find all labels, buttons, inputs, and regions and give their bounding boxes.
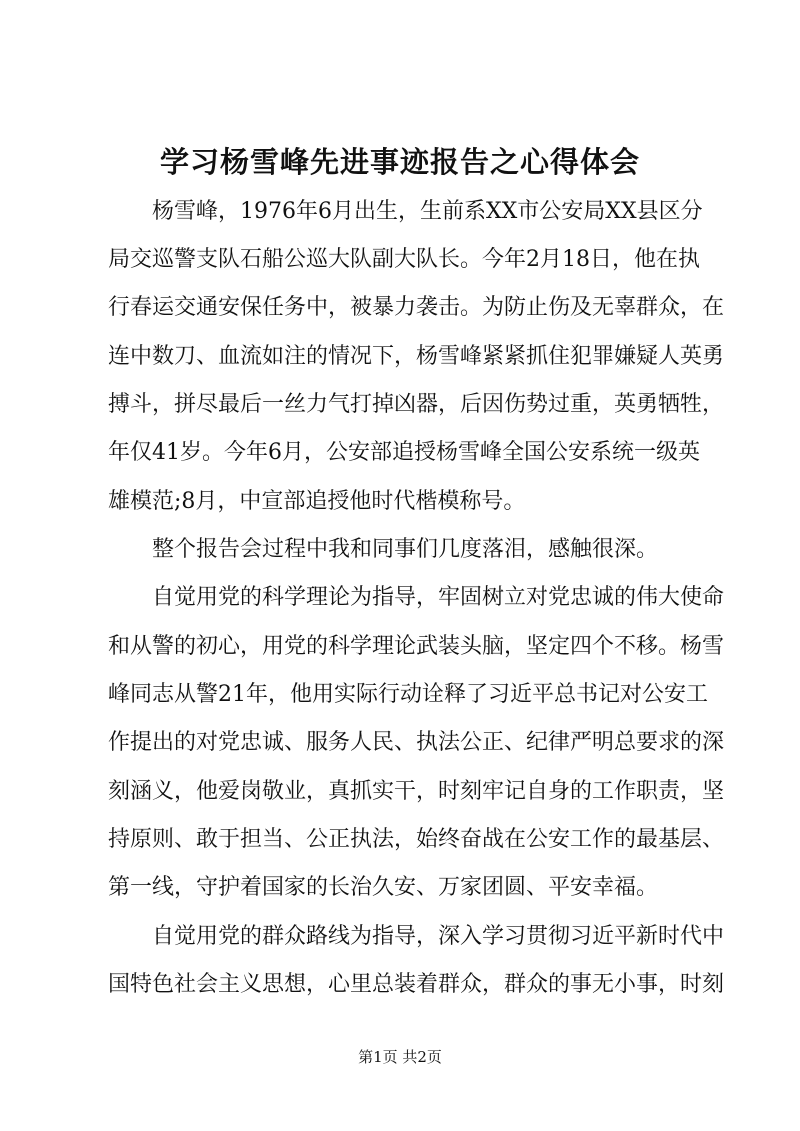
paragraph-3-line-4: 作提出的对党忠诚、服务人民、执法公正、纪律严明总要求的深 (108, 730, 725, 755)
paragraph-3-line-5: 刻涵义，他爱岗敬业，真抓实干，时刻牢记自身的工作职责，坚 (108, 779, 725, 804)
paragraph-1-line-7: 雄模范;8月，中宣部追授他时代楷模称号。 (108, 489, 526, 514)
paragraph-1-line-3: 行春运交通安保任务中，被暴力袭击。为防止伤及无辜群众，在 (108, 295, 725, 320)
paragraph-2-line-1: 整个报告会过程中我和同事们几度落泪，感触很深。 (152, 537, 659, 562)
paragraph-1-line-5: 搏斗，拼尽最后一丝力气打掉凶器，后因伤势过重，英勇牺牲， (108, 392, 725, 417)
paragraph-1-line-4: 连中数刀、血流如注的情况下，杨雪峰紧紧抓住犯罪嫌疑人英勇 (108, 344, 725, 369)
paragraph-3-line-2: 和从警的初心，用党的科学理论武装头脑，坚定四个不移。杨雪 (108, 634, 725, 659)
paragraph-3-line-7: 第一线，守护着国家的长治久安、万家团圆、平安幸福。 (108, 875, 659, 900)
paragraph-1-line-2: 局交巡警支队石船公巡大队副大队长。今年2月18日，他在执 (108, 247, 700, 272)
paragraph-4-line-2: 国特色社会主义思想，心里总装着群众，群众的事无小事，时刻 (108, 972, 725, 997)
paragraph-1-line-1: 杨雪峰，1976年6月出生，生前系XX市公安局XX县区分 (152, 199, 703, 224)
paragraph-1-line-6: 年仅41岁。今年6月，公安部追授杨雪峰全国公安系统一级英 (108, 440, 700, 465)
paragraph-3-line-3: 峰同志从警21年，他用实际行动诠释了习近平总书记对公安工 (108, 682, 708, 707)
page-footer: 第1页 共2页 (358, 1048, 442, 1066)
paragraph-3-line-1: 自觉用党的科学理论为指导，牢固树立对党忠诚的伟大使命 (152, 585, 725, 610)
paragraph-4-line-1: 自觉用党的群众路线为指导，深入学习贯彻习近平新时代中 (152, 924, 725, 949)
paragraph-3-line-6: 持原则、敢于担当、公正执法，始终奋战在公安工作的最基层、 (108, 827, 725, 852)
document-title: 学习杨雪峰先进事迹报告之心得体会 (159, 145, 640, 179)
